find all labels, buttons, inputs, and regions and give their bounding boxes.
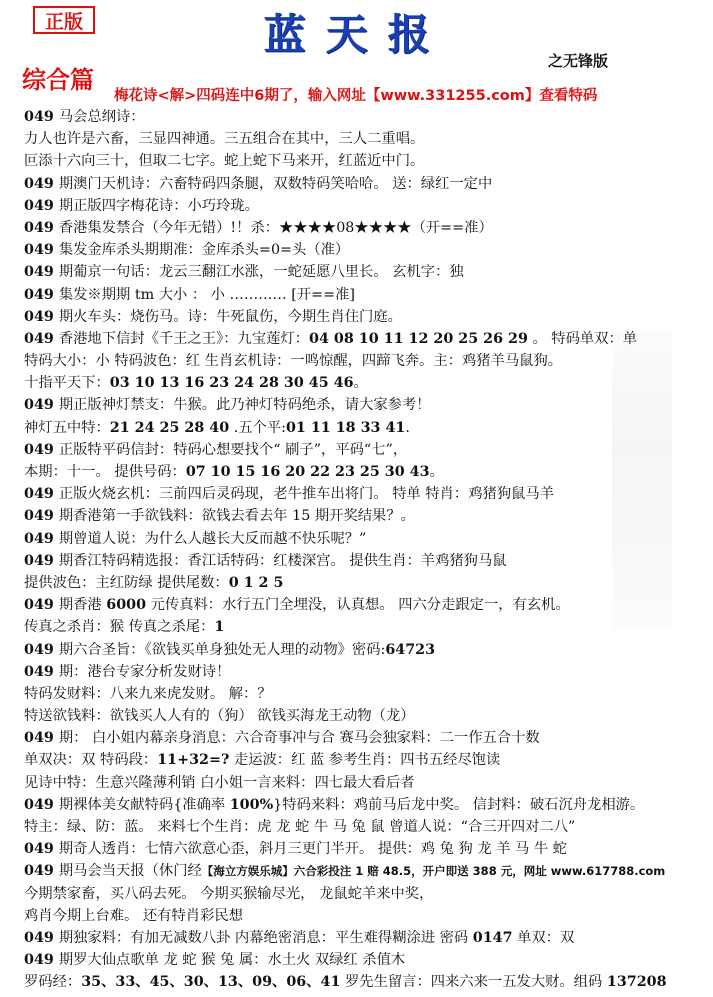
- promo-banner: 梅花诗<解>四码连中6期了，输入网址【www.331255.com】查看特码: [114, 88, 598, 104]
- text-segment: 11+32=?: [157, 752, 230, 769]
- text-segment: 049: [24, 597, 59, 614]
- text-segment: 6000: [106, 597, 147, 614]
- text-segment: 049: [24, 330, 59, 347]
- text-line: [24, 705, 704, 727]
- text-segment: 元传真料：水行五门全埋没，认真想。 四六分走跟定一，有玄机。: [146, 597, 570, 614]
- text-line: [24, 439, 704, 461]
- text-line: [24, 949, 704, 971]
- text-line: [24, 284, 704, 306]
- text-segment: 集发※期期 tm 大小 ： 小 ………… [开==准]: [58, 286, 355, 303]
- authentic-badge: 正版: [33, 6, 95, 34]
- text-segment: 03 10 13 16 23 24 28 30 45 46: [109, 375, 354, 392]
- text-segment: 21 24 25 28 40: [109, 419, 230, 436]
- text-segment: 期澳门天机诗：六畜特码四条腿，双数特码笑哈哈。 送：绿红一定中: [58, 175, 493, 192]
- text-segment: 049: [24, 175, 59, 192]
- text-line: [24, 150, 704, 172]
- text-segment: 提供波色：主红防绿 提供尾数：: [24, 574, 229, 591]
- text-segment: 期曾道人说：为什么人越长大反而越不快乐呢？”: [58, 530, 367, 547]
- text-segment: 0147: [472, 929, 513, 946]
- text-segment: 见诗中特：生意兴隆薄利销 白小姐一言来料：四七最大看后者: [24, 774, 415, 791]
- text-line: [24, 328, 704, 350]
- text-line: [24, 838, 704, 860]
- text-line: [24, 860, 704, 882]
- text-segment: 049: [24, 841, 59, 858]
- text-line: [24, 505, 704, 527]
- text-segment: 07 10 15 16 20 22 23 25 30 43: [185, 464, 430, 480]
- text-line: [24, 550, 704, 572]
- text-segment: .: [405, 419, 410, 436]
- text-line: [24, 350, 704, 372]
- text-line: [24, 683, 704, 705]
- text-segment: 049: [24, 929, 59, 946]
- text-line: [24, 239, 704, 261]
- text-segment: 0 1 2 5: [228, 574, 284, 591]
- text-segment: 049: [24, 197, 59, 214]
- text-segment: 049: [24, 264, 59, 281]
- text-line: [24, 306, 704, 328]
- text-line: [24, 883, 704, 905]
- text-line: [24, 394, 704, 416]
- text-line: [24, 661, 704, 683]
- text-segment: 049: [24, 286, 59, 303]
- text-segment: 049: [24, 863, 59, 880]
- text-segment: 期香江特码精选报：香江话特码：红楼深宫。 提供生肖：羊鸡猪狗马鼠: [58, 552, 507, 569]
- text-segment: 049: [24, 952, 59, 969]
- text-line: [24, 639, 704, 661]
- text-segment: 049: [24, 308, 59, 325]
- text-line: [24, 927, 704, 949]
- text-line: [24, 417, 704, 439]
- text-line: [24, 727, 704, 749]
- text-segment: 传真之杀肖：猴 传真之杀尾：: [24, 619, 215, 636]
- text-segment: 走运波：红 蓝 参考生肖：四书五经尽饱读: [229, 752, 501, 769]
- text-segment: 特送欲钱料：欲钱买人人有的（狗） 欲钱买海龙王动物（龙）: [24, 708, 415, 725]
- text-line: [24, 173, 704, 195]
- text-segment: 期罗大仙点歌单 龙 蛇 猴 兔 属：水土火 双绿红 杀值木: [58, 952, 406, 969]
- text-line: [24, 772, 704, 794]
- text-segment: 期裸体美女献特码{准确率: [58, 796, 230, 813]
- text-segment: 049: [24, 796, 59, 813]
- ad-text: 【海立方娱乐城】六合彩投注 1 赔 48.5，开户即送 388 元，网址 www.617788.com: [201, 864, 666, 879]
- text-segment: 。: [353, 375, 368, 392]
- text-segment: 正版火烧玄机：三前四后灵码现，老牛推车出将门。 特单 特肖：鸡猪狗鼠马羊: [58, 486, 555, 503]
- text-segment: 正版特平码信封：特码心想要找个“ 刷子”，平码“七”，: [58, 441, 408, 458]
- text-segment: 特码发财料：八来九来虎发财。 解：？: [24, 685, 272, 702]
- text-segment: 049: [24, 508, 59, 525]
- text-segment: 叵添十六向三十，但取二七字。蛇上蛇下马来开，红蓝近中门。: [24, 153, 425, 170]
- text-segment: 期正版神灯禁支：牛猴。此乃神灯特码绝杀，请大家参考！: [58, 397, 431, 414]
- text-segment: 罗码经：: [24, 974, 82, 991]
- text-segment: 049: [24, 109, 59, 125]
- text-segment: 049: [24, 397, 59, 414]
- text-segment: 香港集发禁合（今年无错）!！杀：★★★★08★★★★（开==准）: [58, 219, 493, 236]
- text-segment: }特码来料：鸡前马后龙中奖。 信封料：破石沉舟龙相游。: [273, 796, 645, 813]
- text-segment: 集发金库杀头期期准：金库杀头=0=头（准）: [58, 242, 350, 259]
- text-segment: 单双：双: [512, 929, 575, 946]
- text-segment: 35、33、45、30、13、09、06、41: [81, 974, 341, 991]
- text-segment: 期：港台专家分析发财诗！: [58, 663, 231, 680]
- text-segment: 香港地下信封《千王之王》：九宝莲灯：: [58, 330, 310, 347]
- text-segment: 049: [24, 219, 59, 236]
- text-line: [24, 461, 704, 483]
- text-line: [24, 372, 704, 394]
- text-line: [24, 616, 704, 638]
- text-line: [24, 594, 704, 616]
- text-segment: 期六合圣旨：《欲钱买单身独处无人理的动物》密码:: [58, 641, 386, 658]
- text-segment: 049: [24, 663, 59, 680]
- text-segment: 049: [24, 730, 59, 747]
- section-heading: 综合篇: [22, 65, 94, 94]
- text-line: [24, 749, 704, 771]
- text-segment: 期奇人透肖：七情六欲意心歪，斜月三更门半开。 提供：鸡 兔 狗 龙 羊 马 牛 蛇: [58, 841, 567, 858]
- text-segment: .五个平:: [229, 419, 286, 436]
- text-segment: 049: [24, 552, 59, 569]
- text-segment: 期正版四字梅花诗：小巧玲珑。: [58, 197, 259, 214]
- text-segment: 期葡京一句话：龙云三翻江水涨，一蛇延愿八里长。 玄机字：独: [58, 264, 464, 281]
- newspaper-title: 蓝天报: [263, 10, 450, 59]
- text-segment: 十指平天下：: [24, 375, 110, 392]
- text-line: [24, 106, 704, 128]
- text-segment: 鸡肖今期上台难。 还有特肖彩民想: [24, 907, 243, 924]
- text-line: [24, 261, 704, 283]
- text-segment: 100%: [229, 796, 274, 813]
- text-segment: 力人也许是六畜，三显四神通。三五组合在其中，三人二重唱。: [24, 131, 425, 148]
- text-segment: 64723: [385, 641, 436, 658]
- text-segment: 1: [214, 619, 225, 636]
- text-line: [24, 794, 704, 816]
- text-segment: 本期：十一。 提供号码：: [24, 464, 186, 480]
- text-segment: 期： 白小姐内幕亲身消息：六合奇事冲与合 赛马会独家料：二一作五合十数: [58, 730, 540, 747]
- text-segment: 137208: [606, 974, 667, 991]
- text-segment: 今期禁家畜，买八码去死。 今期买猴输尽光， 龙鼠蛇羊来中奖，: [24, 885, 434, 902]
- text-segment: 049: [24, 486, 59, 503]
- text-segment: 特码大小：小 特码波色：红 生肖玄机诗：一鸣惊醒，四蹄飞奔。主：鸡猪羊马鼠狗。: [24, 353, 563, 370]
- text-segment: 期火车头：烧伤马。诗：牛死鼠伤，今期生肖住门庭。: [58, 308, 402, 325]
- article-body: [24, 106, 704, 994]
- text-line: [24, 816, 704, 838]
- text-line: [24, 971, 704, 993]
- text-segment: 马会总纲诗：: [58, 109, 145, 125]
- text-line: [24, 128, 704, 150]
- text-line: [24, 195, 704, 217]
- text-segment: 049: [24, 441, 59, 458]
- text-segment: 04 08 10 11 12 20 25 26 29: [309, 330, 528, 347]
- text-segment: 特主：绿、防：蓝。 来料七个生肖：虎 龙 蛇 牛 马 兔 鼠 曾道人说：“合三开四对二八”: [24, 819, 576, 835]
- text-segment: 。: [429, 464, 444, 480]
- text-segment: 罗先生留言：四来六来一五发大财。组码: [340, 974, 607, 991]
- text-segment: 049: [24, 242, 59, 259]
- text-segment: 期马会当天报（休门经: [58, 863, 202, 880]
- edition-label: 之无锋版: [548, 52, 609, 70]
- text-segment: 神灯五中特：: [24, 419, 110, 436]
- text-segment: 01 11 18 33 41: [285, 419, 406, 436]
- text-line: [24, 217, 704, 239]
- text-segment: 单双决：双 特码段：: [24, 752, 158, 769]
- text-segment: 。 特码单双：单: [527, 330, 638, 347]
- text-segment: 期香港第一手欲钱料：欲钱去看去年 15 期开奖结果？。: [58, 508, 415, 525]
- text-segment: 期独家料：有加无减数八卦 内幕绝密消息：平生难得糊涂进 密码: [58, 929, 473, 946]
- text-segment: 049: [24, 530, 59, 547]
- text-line: [24, 572, 704, 594]
- text-line: [24, 528, 704, 550]
- text-segment: 期香港: [58, 597, 107, 614]
- text-line: [24, 905, 704, 927]
- text-line: [24, 483, 704, 505]
- text-segment: 049: [24, 641, 59, 658]
